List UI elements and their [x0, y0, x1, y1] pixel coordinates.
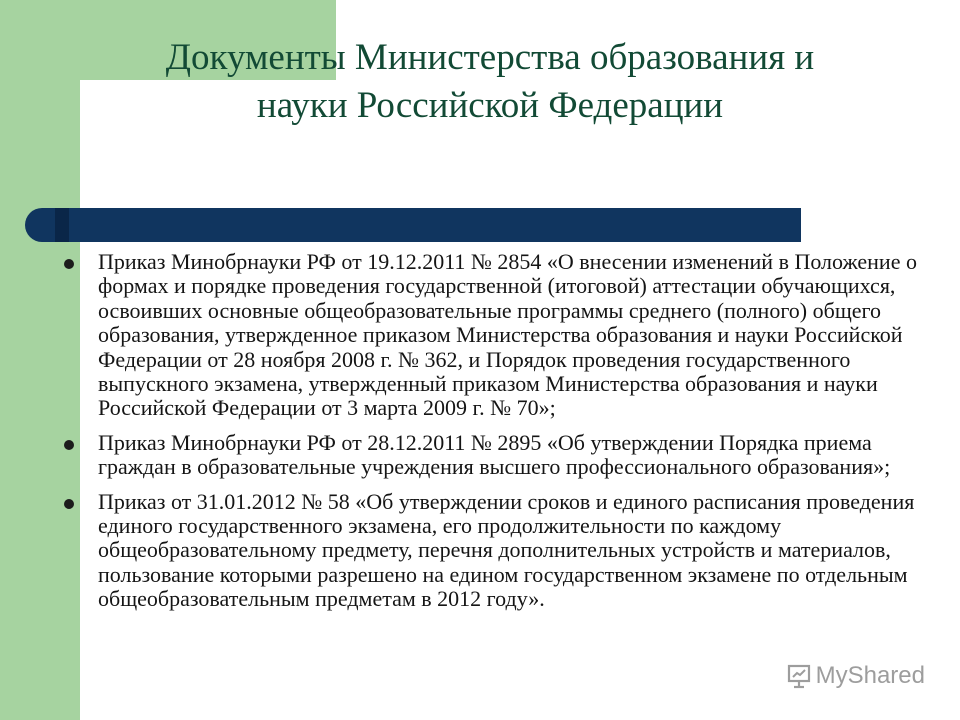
title-line-1: Документы Министерства образования и	[165, 37, 815, 78]
presentation-board-icon	[786, 663, 812, 689]
bullet-icon	[64, 440, 74, 450]
bullet-icon	[64, 499, 74, 509]
slide-title	[90, 34, 890, 130]
list-item	[60, 431, 940, 480]
title-line-2: науки Российской Федерации	[256, 85, 724, 126]
myshared-watermark	[786, 662, 925, 690]
list-item-text: Приказ Минобрнауки РФ от 19.12.2011 № 2854 «О внесении изменений в Положение о формах и порядке проведения государственной (итоговой) аттестации обучающихся, освоивших основные общеобразовательные программы среднего (полного) общего образования, утвержденное приказом Министерства образования и науки Российской Федерации от 28 ноября 2008 г. № 362, и Порядок проведения государственного выпускного экзамена, утвержденный приказом Министерства образования и науки Российской Федерации от 3 марта 2009 г. № 70»;	[98, 249, 917, 421]
list-item-text: Приказ Минобрнауки РФ от 28.12.2011 № 2895 «Об утверждении Порядка приема граждан в образовательные учреждения высшего профессионального образования»;	[98, 429, 891, 480]
title-divider-bar	[25, 208, 801, 242]
document-list	[60, 250, 940, 622]
bullet-icon	[64, 259, 74, 269]
list-item	[60, 250, 940, 421]
list-item	[60, 490, 940, 612]
list-item-text: Приказ от 31.01.2012 № 58 «Об утверждении сроков и единого расписания проведения единого государственного экзамена, его продолжительности по каждому общеобразовательному предмету, перечня дополнительных устройств и материалов, пользование которыми разрешено на едином государственном экзамене по отдельным общеобразовательным предметам в 2012 году».	[98, 488, 915, 612]
watermark-text: MyShared	[815, 662, 925, 689]
